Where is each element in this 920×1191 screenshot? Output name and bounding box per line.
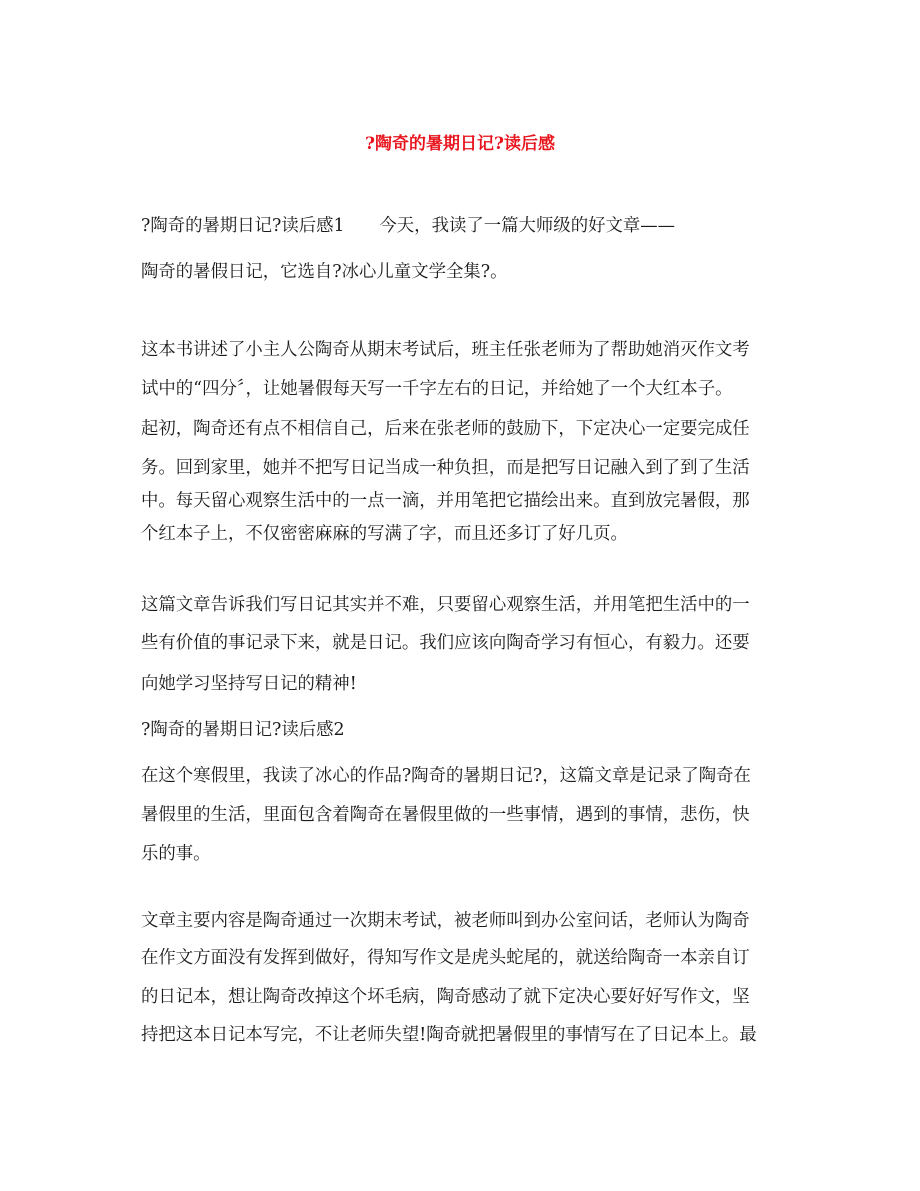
text-line: 起初，陶奇还有点不相信自己，后来在张老师的鼓励下，下定决心一定要完成任 [141,419,750,439]
text-line: 持把这本日记本写完，不让老师失望!陶奇就把暑假里的事情写在了日记本上。最 [141,1025,757,1045]
text-line: 的日记本，想让陶奇改掉这个坏毛病，陶奇感动了就下定决心要好好写作文，坚 [141,987,750,1007]
text-line: 个红本子上，不仅密密麻麻的写满了字，而且还多订了好几页。 [141,524,628,544]
text-line: 这篇文章告诉我们写日记其实并不难，只要留心观察生活，并用笔把生活中的一 [141,595,750,615]
document-title: ?陶奇的暑期日记?读后感 [365,134,555,154]
section-heading: ?陶奇的暑期日记?读后感2 [141,720,345,740]
text-line: 在作文方面没有发挥到做好，得知写作文是虎头蛇尾的，就送给陶奇一本亲自订 [141,948,750,968]
text-line: 试中的“四分〞，让她暑假每天写一千字左右的日记，并给她了一个大红本子。 [141,379,733,399]
text-line: ?陶奇的暑期日记?读后感1 今天，我读了一篇大师级的好文章—— [141,216,676,236]
text-line: 向她学习坚持写日记的精神! [141,674,357,694]
text-line: 中。每天留心观察生活中的一点一滴，并用笔把它描绘出来。直到放完暑假，那 [141,491,750,511]
text-line: 务。回到家里，她并不把写日记当成一种负担，而是把写日记融入到了到了生活 [141,458,750,478]
text-line: 这本书讲述了小主人公陶奇从期末考试后，班主任张老师为了帮助她消灭作文考 [141,340,750,360]
text-line: 暑假里的生活，里面包含着陶奇在暑假里做的一些事情，遇到的事情，悲伤，快 [141,805,750,825]
text-line: 文章主要内容是陶奇通过一次期末考试，被老师叫到办公室问话，老师认为陶奇 [141,911,750,931]
text-line: 乐的事。 [141,844,211,864]
text-line: 在这个寒假里，我读了冰心的作品?陶奇的暑期日记?，这篇文章是记录了陶奇在 [141,766,751,786]
text-line: 陶奇的暑假日记，它选自?冰心儿童文学全集?。 [141,262,508,282]
text-line: 些有价值的事记录下来，就是日记。我们应该向陶奇学习有恒心，有毅力。还要 [141,633,750,653]
